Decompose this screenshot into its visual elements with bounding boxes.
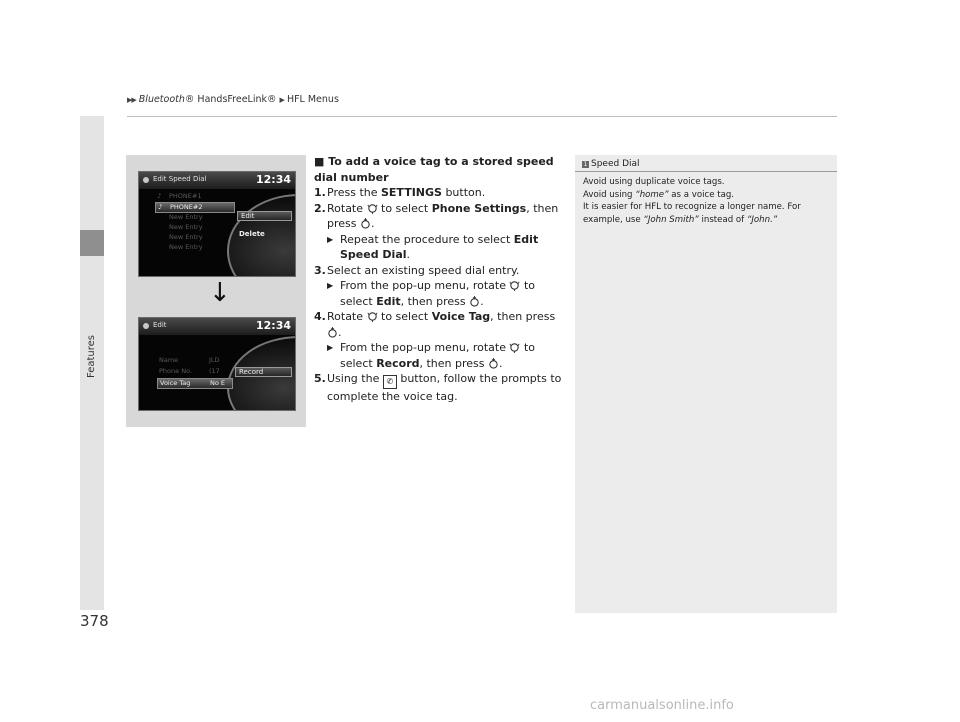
field-row[interactable]: Voice Tag No E (157, 378, 233, 389)
note-line: example, use “John Smith” instead of “John.” (583, 214, 778, 225)
page-number: 378 (80, 612, 109, 630)
screen-title: Edit (153, 321, 167, 329)
talk-button-icon: ✆ (383, 375, 397, 389)
popup-record[interactable]: Record (235, 367, 292, 377)
triangle-bullet-icon: ▶ (327, 343, 334, 352)
selector-knob-icon (367, 311, 378, 322)
note-title: 1 Speed Dial (583, 159, 640, 169)
step-2-sub: ▶ Repeat the procedure to select Edit Speed Dial. (327, 232, 539, 261)
step-4: 4. Rotate to select Voice Tag, then press . (314, 310, 556, 339)
note-body (583, 176, 831, 226)
step-2: 2. Rotate to select Phone Settings, then press . (314, 201, 559, 230)
field-row[interactable]: Name JLD (159, 356, 220, 364)
breadcrumb-arrow-icon: ▶▶ (127, 96, 136, 104)
triangle-bullet-icon: ▶ (327, 234, 334, 244)
chapter-tab[interactable] (80, 230, 104, 256)
edit-speed-dial-screen (138, 171, 296, 277)
procedure (314, 154, 564, 405)
breadcrumb-hfl-menus[interactable]: HFL Menus (286, 94, 339, 105)
phone-icon: ♪ (157, 192, 162, 200)
breadcrumb-bluetooth[interactable]: Bluetooth (138, 94, 185, 105)
step-3: 3. Select an existing speed dial entry. (314, 263, 520, 277)
screen-clock: 12:34 (255, 173, 291, 186)
note-line: Avoid using duplicate voice tags. (583, 177, 725, 187)
press-knob-icon (469, 296, 480, 307)
press-knob-icon (488, 358, 499, 369)
breadcrumb-hfl[interactable]: ® HandsFreeLink® (184, 94, 277, 105)
list-item[interactable]: New Entry (169, 213, 203, 221)
screen-title-bar (139, 318, 295, 335)
screen-title: Edit Speed Dial (153, 175, 207, 183)
back-icon (143, 177, 149, 183)
field-row[interactable]: Phone No. (17 (159, 367, 220, 375)
note-ref-icon: 1 (583, 161, 588, 168)
note-line: Avoid using “home” as a voice tag. (583, 189, 735, 200)
note-divider (575, 171, 837, 172)
back-icon (143, 323, 149, 329)
popup-delete[interactable]: Delete (239, 230, 265, 238)
list-item[interactable]: New Entry (169, 243, 203, 251)
list-item[interactable]: New Entry (169, 223, 203, 231)
step-5: 5. Using the ✆ button, follow the prompts to complete the voice tag. (314, 372, 562, 403)
step-1: 1. Press the SETTINGS button. (314, 186, 486, 199)
step-3-sub: ▶ From the pop-up menu, rotate to select Edit, then press . (327, 279, 536, 308)
note-box (575, 155, 837, 613)
step-4-sub: ▶ From the pop-up menu, rotate to select Record, then press . (327, 341, 536, 370)
procedure-heading: ■ To add a voice tag to a stored speed dial number (314, 155, 554, 184)
press-knob-icon (360, 218, 371, 229)
list-item[interactable]: New Entry (169, 233, 203, 241)
selector-knob-icon (509, 280, 520, 291)
square-bullet-icon: ■ (314, 155, 329, 168)
breadcrumb (127, 94, 339, 105)
chapter-label: Features (86, 335, 97, 378)
selector-knob-icon (509, 342, 520, 353)
list-item[interactable]: ♪ PHONE#1 (157, 192, 202, 200)
breadcrumb-arrow-icon: ▶ (279, 96, 284, 104)
header-divider (127, 116, 837, 117)
edit-screen (138, 317, 296, 411)
press-knob-icon (327, 327, 338, 338)
phone-icon: ♪ (158, 203, 163, 211)
popup-edit[interactable]: Edit (237, 211, 292, 221)
screen-clock: 12:34 (255, 319, 291, 332)
screen-title-bar (139, 172, 295, 189)
list-item[interactable]: ♪ PHONE#2 (155, 202, 235, 213)
selector-knob-icon (367, 203, 378, 214)
triangle-bullet-icon: ▶ (327, 281, 334, 290)
note-line: It is easier for HFL to recognize a longer name. For (583, 202, 801, 212)
watermark: carmanualsonline.info (590, 698, 734, 713)
down-arrow-icon: ↓ (209, 278, 231, 308)
